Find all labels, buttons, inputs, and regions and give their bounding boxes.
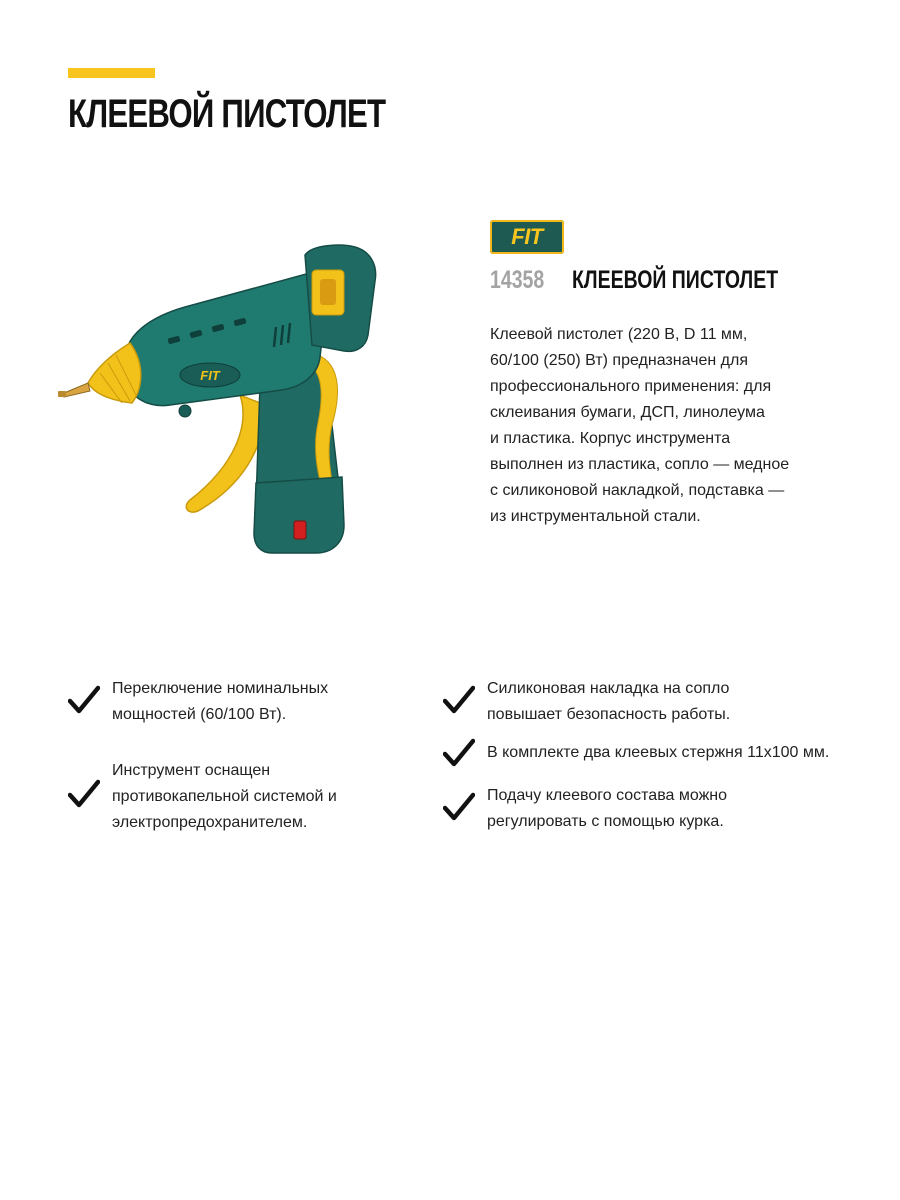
product-sku: 14358 [490, 266, 545, 294]
feature-text [487, 740, 829, 766]
feature-line: мощностей (60/100 Вт). [112, 706, 287, 723]
feature-line: Силиконовая накладка на сопло [487, 680, 730, 697]
checkmark-icon [68, 684, 100, 716]
brand-logo-text: FIT [511, 224, 543, 249]
feature-line: регулировать с помощью курка. [487, 813, 724, 830]
product-heading [490, 266, 836, 295]
feature-line: Инструмент оснащен [112, 762, 271, 779]
feature-item [443, 676, 730, 728]
description-line: и пластика. Корпус инструмента [490, 430, 731, 447]
description-line: 60/100 (250) Вт) предназначен для [490, 352, 748, 369]
checkmark-icon [68, 778, 100, 810]
feature-item [68, 758, 337, 836]
checkmark-icon [443, 791, 475, 823]
feature-text [487, 676, 730, 728]
checkmark-icon [443, 684, 475, 716]
title-accent-bar [68, 68, 155, 78]
feature-text [112, 758, 337, 836]
brand-logo [490, 220, 564, 254]
feature-line: В комплекте два клеевых стержня 11х100 мм. [487, 744, 830, 761]
page-title: КЛЕЕВОЙ ПИСТОЛЕТ [68, 92, 386, 136]
checkmark-icon [443, 737, 475, 769]
feature-line: повышает безопасность работы. [487, 706, 731, 723]
glue-gun-icon [50, 225, 395, 570]
feature-line: противокапельной системой и [112, 788, 337, 805]
product-description [490, 322, 820, 530]
description-line: склеивания бумаги, ДСП, линолеума [490, 404, 765, 421]
description-line: Клеевой пистолет (220 В, D 11 мм, [490, 326, 748, 343]
description-line: выполнен из пластика, сопло — медное [490, 456, 790, 473]
svg-text:FIT: FIT [200, 368, 220, 383]
description-line: из инструментальной стали. [490, 508, 701, 525]
feature-line: электропредохранителем. [112, 814, 308, 831]
feature-item [443, 740, 829, 769]
feature-line: Подачу клеевого состава можно [487, 787, 728, 804]
feature-text [112, 676, 328, 728]
feature-line: Переключение номинальных [112, 680, 329, 697]
description-line: с силиконовой накладкой, подставка — [490, 482, 785, 499]
description-line: профессионального применения: для [490, 378, 772, 395]
feature-item [443, 783, 727, 835]
feature-text [487, 783, 727, 835]
product-name: КЛЕЕВОЙ ПИСТОЛЕТ [572, 266, 779, 294]
feature-item [68, 676, 328, 728]
